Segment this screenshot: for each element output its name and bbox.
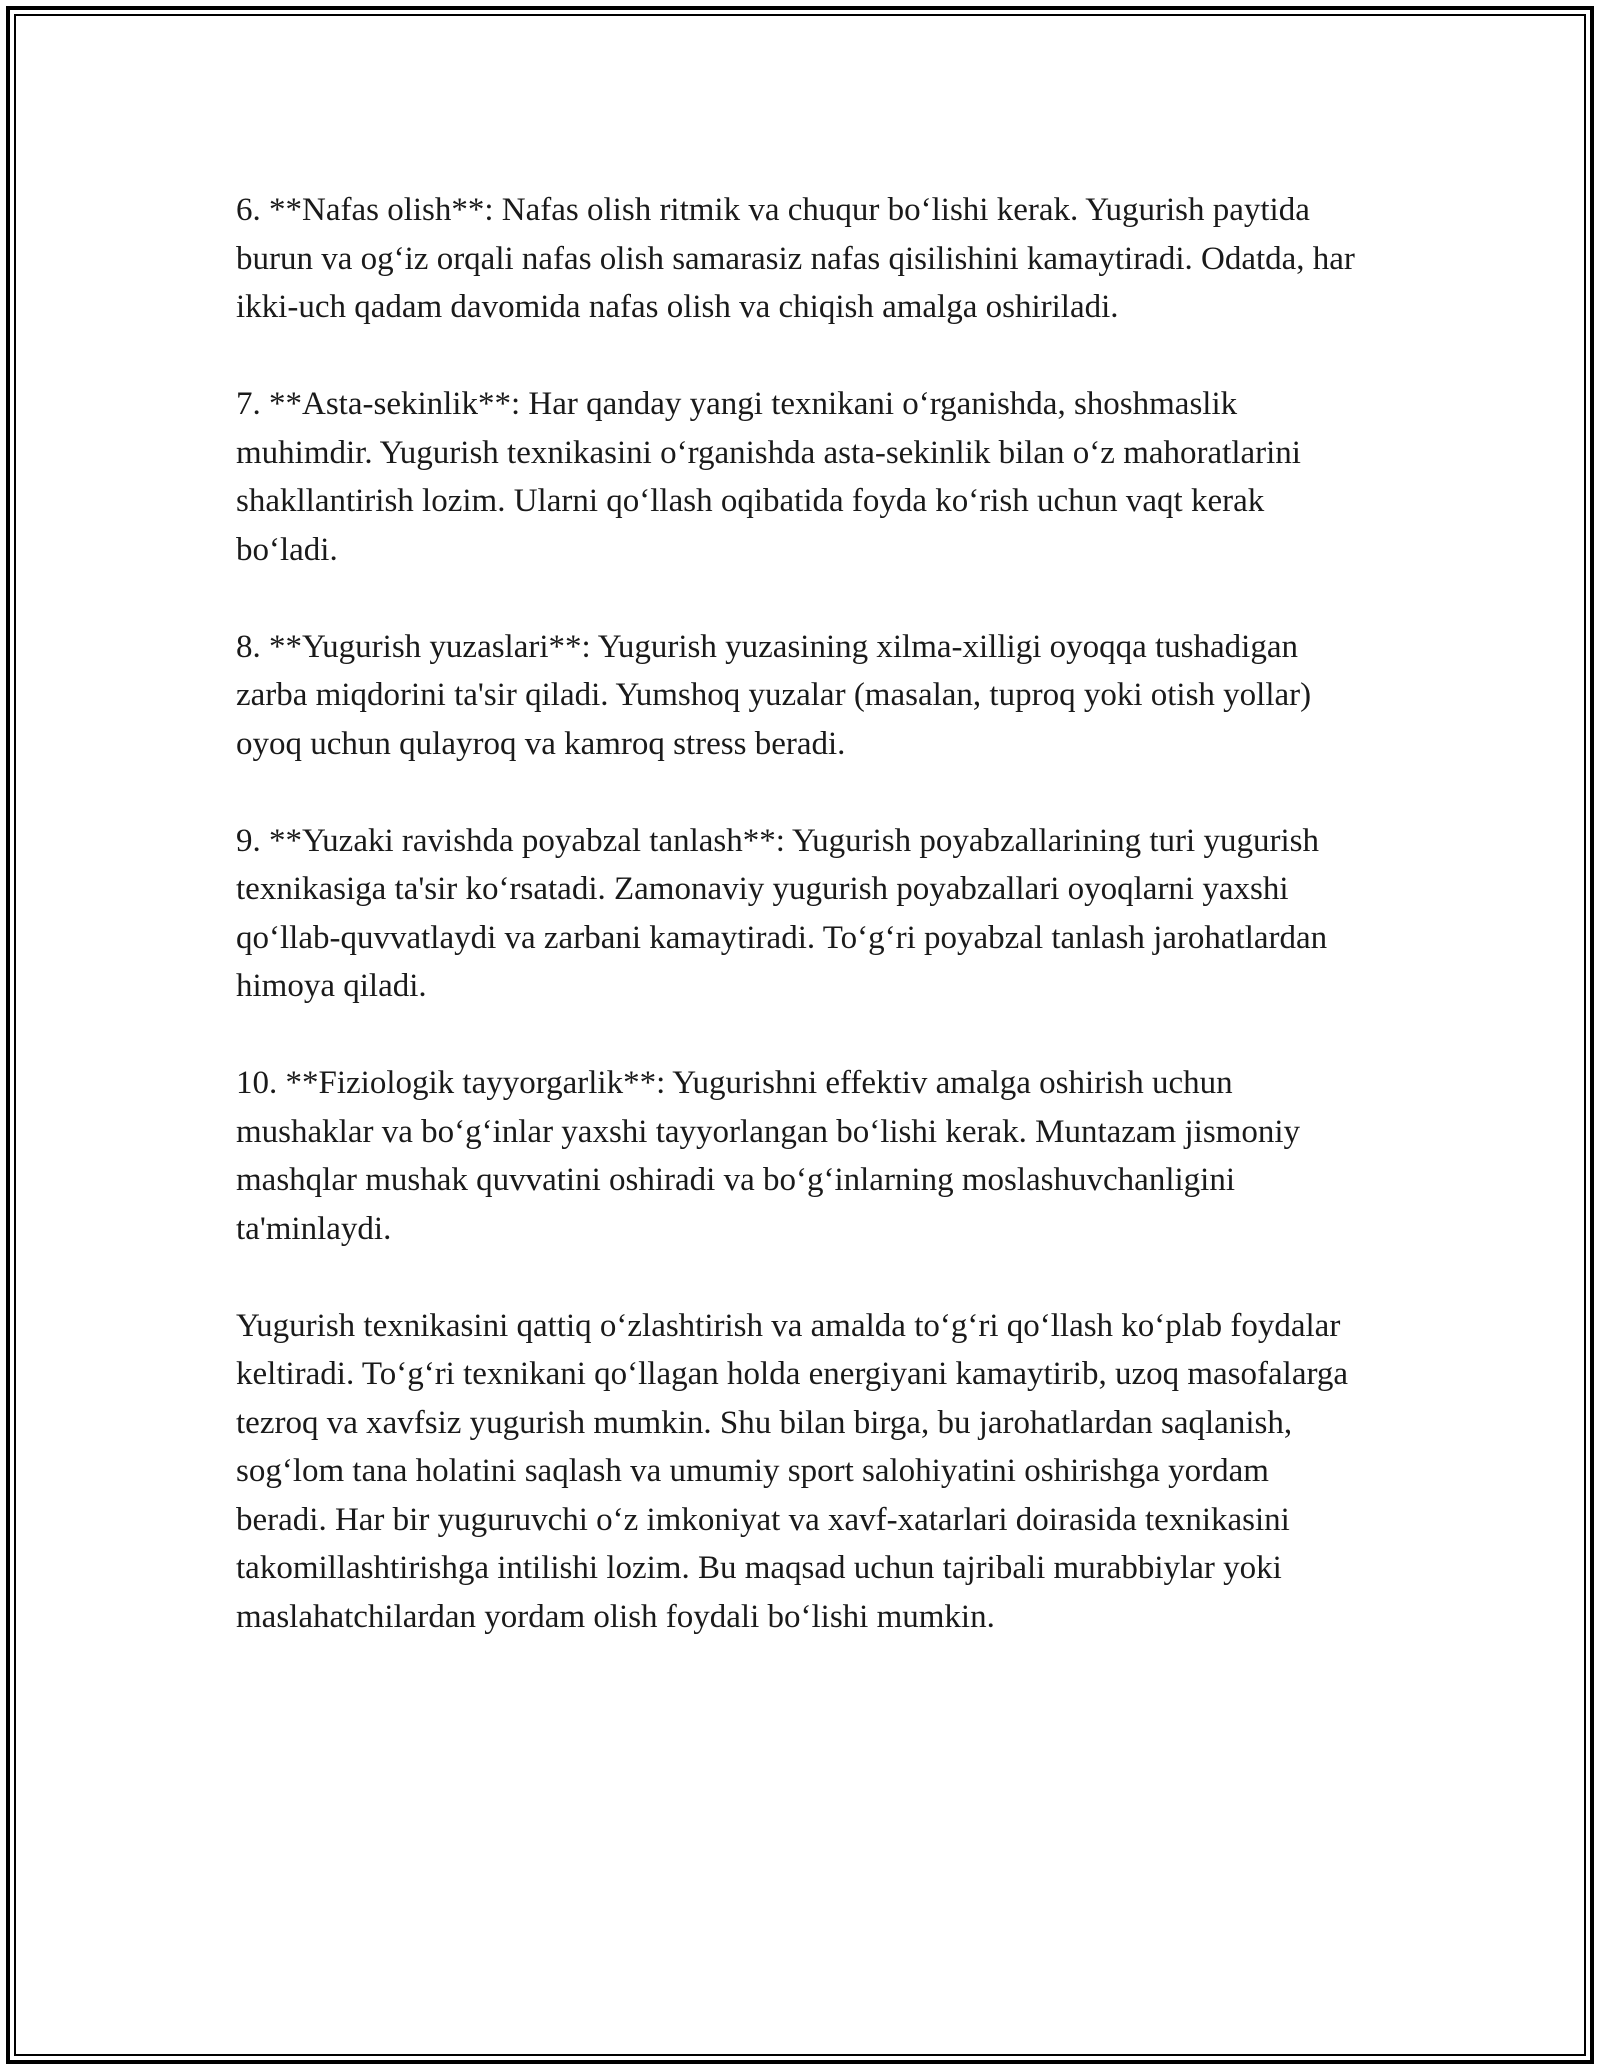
paragraph-conclusion: Yugurish texnikasini qattiq o‘zlashtirish va amalda to‘g‘ri qo‘llash ko‘plab foydalar keltiradi. To‘g‘ri texnikani qo‘llagan holda energiyani kamaytirib, uzoq masofalarga tezroq va xavfsiz yugurish mumkin. Shu bilan birga, bu jarohatlardan saqlanish, sog‘lom tana holatini saqlash va umumiy sport salohiyatini oshirishga yordam beradi. Har bir yuguruvchi o‘z imkoniyat va xavf-xatarlari doirasida texnikasini takomillashtirishga intilishi lozim. Bu maqsad uchun tajribali murabbiylar yoki maslahatchilardan yordam olish foydali bo‘lishi mumkin. (236, 1307, 1349, 1635)
paragraph-shoe-selection: 9. **Yuzaki ravishda poyabzal tanlash**: Yugurish poyabzallarining turi yugurish texnikasiga ta'sir ko‘rsatadi. Zamonaviy yugurish poyabzallari oyoqlarni yaxshi qo‘llab-quvvatlaydi va zarbani kamaytiradi. To‘g‘ri poyabzal tanlash jarohatlardan himoya qiladi. (236, 822, 1328, 1004)
paragraph-gradualness: 7. **Asta-sekinlik**: Har qanday yangi texnikani o‘rganishda, shoshmaslik muhimdir. Yugurish texnikasini o‘rganishda asta-sekinlik bilan o‘z mahoratlarini shakllantirish lozim. Ularni qo‘llash oqibatida foyda ko‘rish uchun vaqt kerak bo‘ladi. (236, 386, 1301, 568)
paragraph-physiological-preparation: 10. **Fiziologik tayyorgarlik**: Yugurishni effektiv amalga oshirish uchun mushaklar va bo‘g‘inlar yaxshi tayyorlangan bo‘lishi kerak. Muntazam jismoniy mashqlar mushak quvvatini oshiradi va bo‘g‘inlarning moslashuvchanligini ta'minlaydi. (236, 1065, 1300, 1247)
paragraph-running-surfaces: 8. **Yugurish yuzaslari**: Yugurish yuzasining xilma-xilligi oyoqqa tushadigan zarba miqdorini ta'sir qiladi. Yumshoq yuzalar (masalan, tuproq yoki otish yollar) oyoq uchun qulayroq va kamroq stress beradi. (236, 628, 1312, 762)
paragraph-breathing: 6. **Nafas olish**: Nafas olish ritmik va chuqur bo‘lishi kerak. Yugurish paytida burun va og‘iz orqali nafas olish samarasiz nafas qisilishini kamaytiradi. Odatda, har ikki-uch qadam davomida nafas olish va chiqish amalga oshiriladi. (236, 192, 1355, 325)
document-body (236, 186, 1366, 1641)
